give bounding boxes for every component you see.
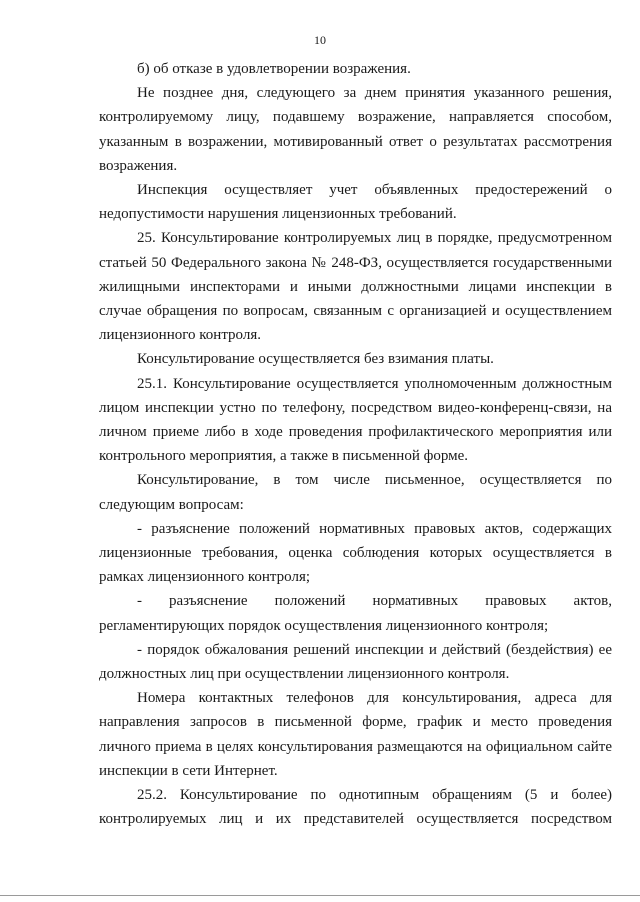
paragraph-free-consulting: Консультирование осуществляется без взимания платы.	[137, 351, 494, 368]
paragraph-consulting-topics: Консультирование, в том числе письменное, осуществляется по следующим вопросам:	[99, 472, 612, 513]
page-number: 10	[314, 33, 326, 47]
paragraph-reasoned-response: Не позднее дня, следующего за днем принятия указанного решения, контролируемому лицу, подавшему возражение, направляется способом, указанным в возражении, мотивированный ответ о результатах рассмотрения возражения.	[99, 85, 612, 174]
page-bottom-divider	[0, 895, 640, 896]
paragraph-warnings-record: Инспекция осуществляет учет объявленных предостережений о недопустимости нарушения лицензионных требований.	[99, 182, 612, 223]
list-item-appeal-procedure: - порядок обжалования решений инспекции и действий (бездействия) ее должностных лиц при осуществлении лицензионного контроля.	[99, 641, 612, 683]
paragraph-section-25-2: 25.2. Консультирование по однотипным обращениям (5 и более) контролируемых лиц и их представителей осуществляется посредством	[99, 787, 612, 828]
paragraph-section-25: 25. Консультирование контролируемых лиц в порядке, предусмотренном статьей 50 Федерального закона № 248-ФЗ, осуществляется государственными жилищными инспекторами и иными должностными лицами инспекции в случае обращения по вопросам, связанным с организацией и осуществлением лицензионного контроля.	[99, 230, 612, 344]
list-item-requirements-explanation: - разъяснение положений нормативных правовых актов, содержащих лицензионные требования, оценка соблюдения которых осуществляется в рамках лицензионного контроля;	[99, 520, 612, 586]
list-item-procedure-explanation: - разъяснение положений нормативных правовых актов, регламентирующих порядок осуществления лицензионного контроля;	[99, 593, 612, 634]
paragraph-section-25-1: 25.1. Консультирование осуществляется уполномоченным должностным лицом инспекции устно по телефону, посредством видео-конференц-связи, на личном приеме либо в ходе проведения профилактического мероприятия или контрольного мероприятия, а также в письменной форме.	[99, 375, 612, 465]
document-body	[99, 57, 612, 832]
paragraph-refusal-decision: б) об отказе в удовлетворении возражения.	[137, 61, 411, 77]
paragraph-contact-info: Номера контактных телефонов для консультирования, адреса для направления запросов в письменной форме, график и место проведения личного приема в целях консультирования размещаются на официальном сайте инспекции в сети Интернет.	[99, 690, 612, 779]
